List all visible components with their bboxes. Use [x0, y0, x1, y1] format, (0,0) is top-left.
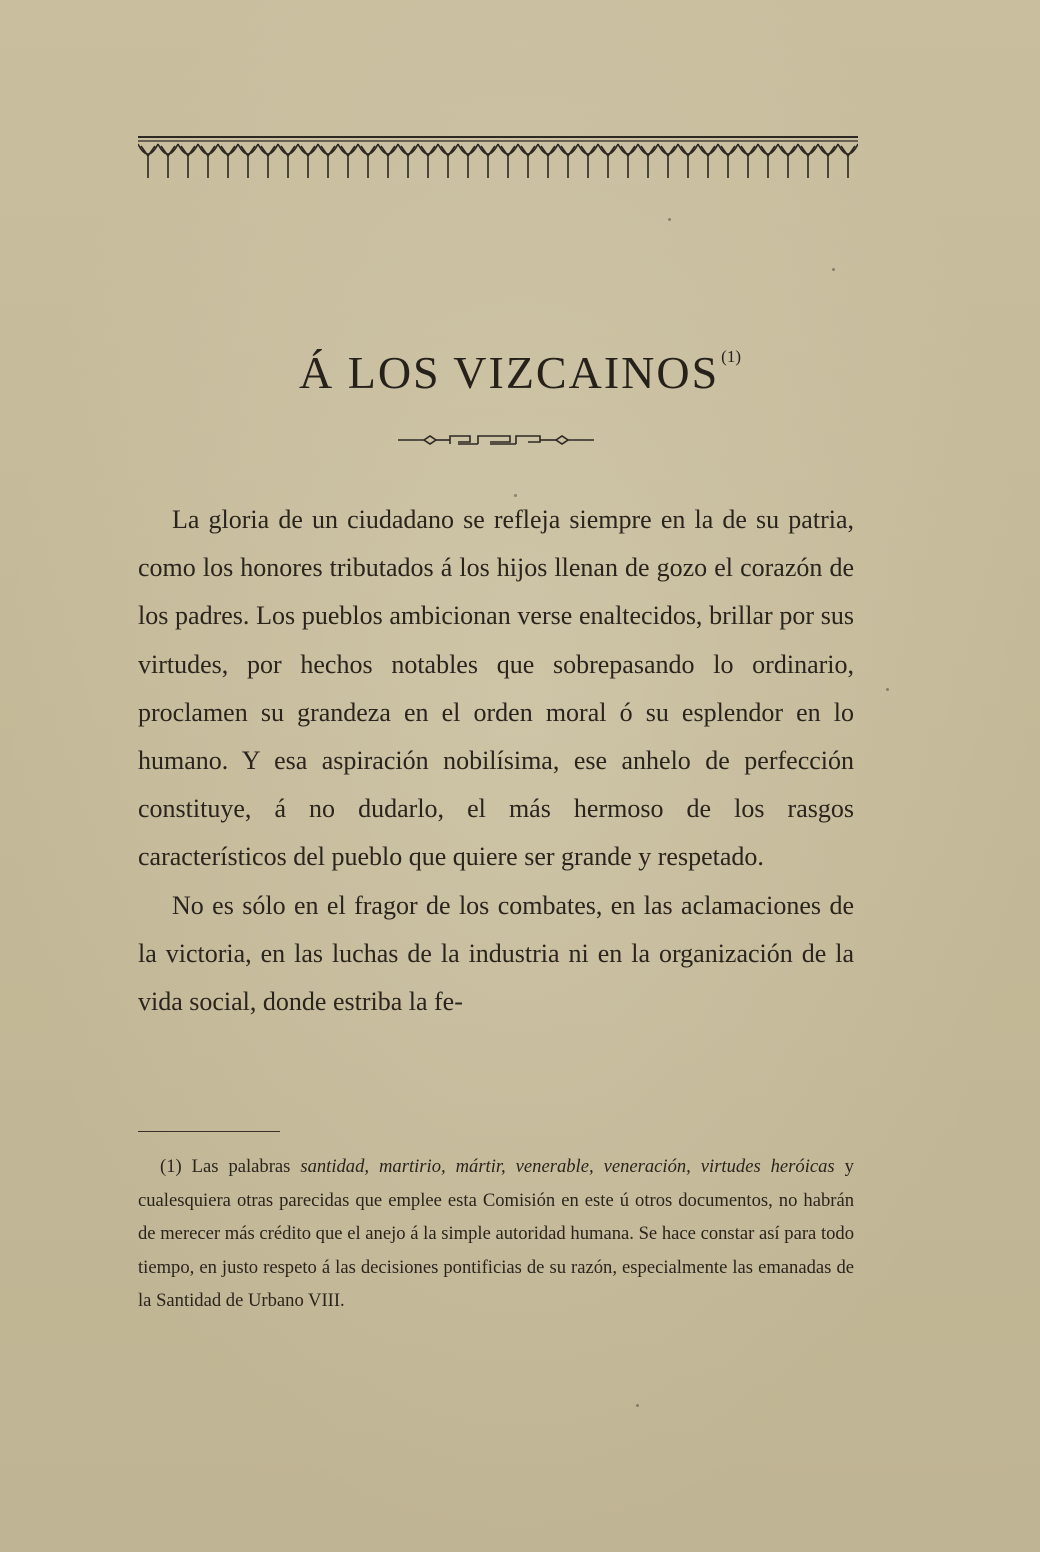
title-divider-ornament: [398, 432, 594, 448]
footnote-term: veneración,: [603, 1156, 691, 1177]
title-note-marker: (1): [721, 347, 741, 366]
body-paragraph: No es sólo en el fragor de los combates, en las aclamaciones de la victoria, en las luchas de la industria ni en la organización de la vida social, donde estriba la fe-: [138, 890, 854, 1017]
footnote-term: virtudes heróicas: [700, 1156, 835, 1177]
title-text: Á LOS VIZCAINOS: [299, 347, 720, 398]
body-text: [138, 496, 854, 1026]
body-paragraph: La gloria de un ciudadano se refleja siempre en la de su patria, como los honores tributados á los hijos llenan de gozo el corazón de los padres. Los pueblos ambicionan verse enaltecidos, brillar por sus virtudes, por hechos notables que sobrepasando lo ordinario, proclamen su grandeza en el orden moral ó su esplendor en lo humano. Y esa aspiración nobilísima, ese anhelo de perfección constituye, á no dudarlo, el más hermoso de los rasgos característicos del pueblo que quiere ser grande y respetado.: [138, 505, 854, 872]
footnote-paragraph: [138, 1150, 854, 1318]
header-ornament-band: [138, 134, 858, 182]
footnote-term: mártir,: [455, 1156, 506, 1177]
paper-speck: [668, 218, 671, 221]
footnote: [138, 1150, 854, 1318]
paper-speck: [886, 688, 889, 691]
paper-speck: [636, 1404, 639, 1407]
page-title: [0, 346, 1040, 399]
footnote-term: santidad,: [300, 1156, 370, 1177]
footnote-term: venerable,: [515, 1156, 594, 1177]
footnote-separator: [138, 1131, 280, 1132]
footnote-rest: y cualesquiera otras parecidas que emplee esta Comisión en este ú otros documentos, no habrán de merecer más crédito que el anejo á la simple autoridad humana. Se hace constar así para todo tiempo, en justo respeto á las decisiones pontificias de su razón, especialmente las emanadas de la Santidad de Urbano VIII.: [138, 1156, 854, 1312]
footnote-lead: Las palabras: [191, 1156, 291, 1177]
paper-speck: [832, 268, 835, 271]
footnote-marker: (1): [160, 1156, 182, 1177]
footnote-term: martirio,: [379, 1156, 446, 1177]
